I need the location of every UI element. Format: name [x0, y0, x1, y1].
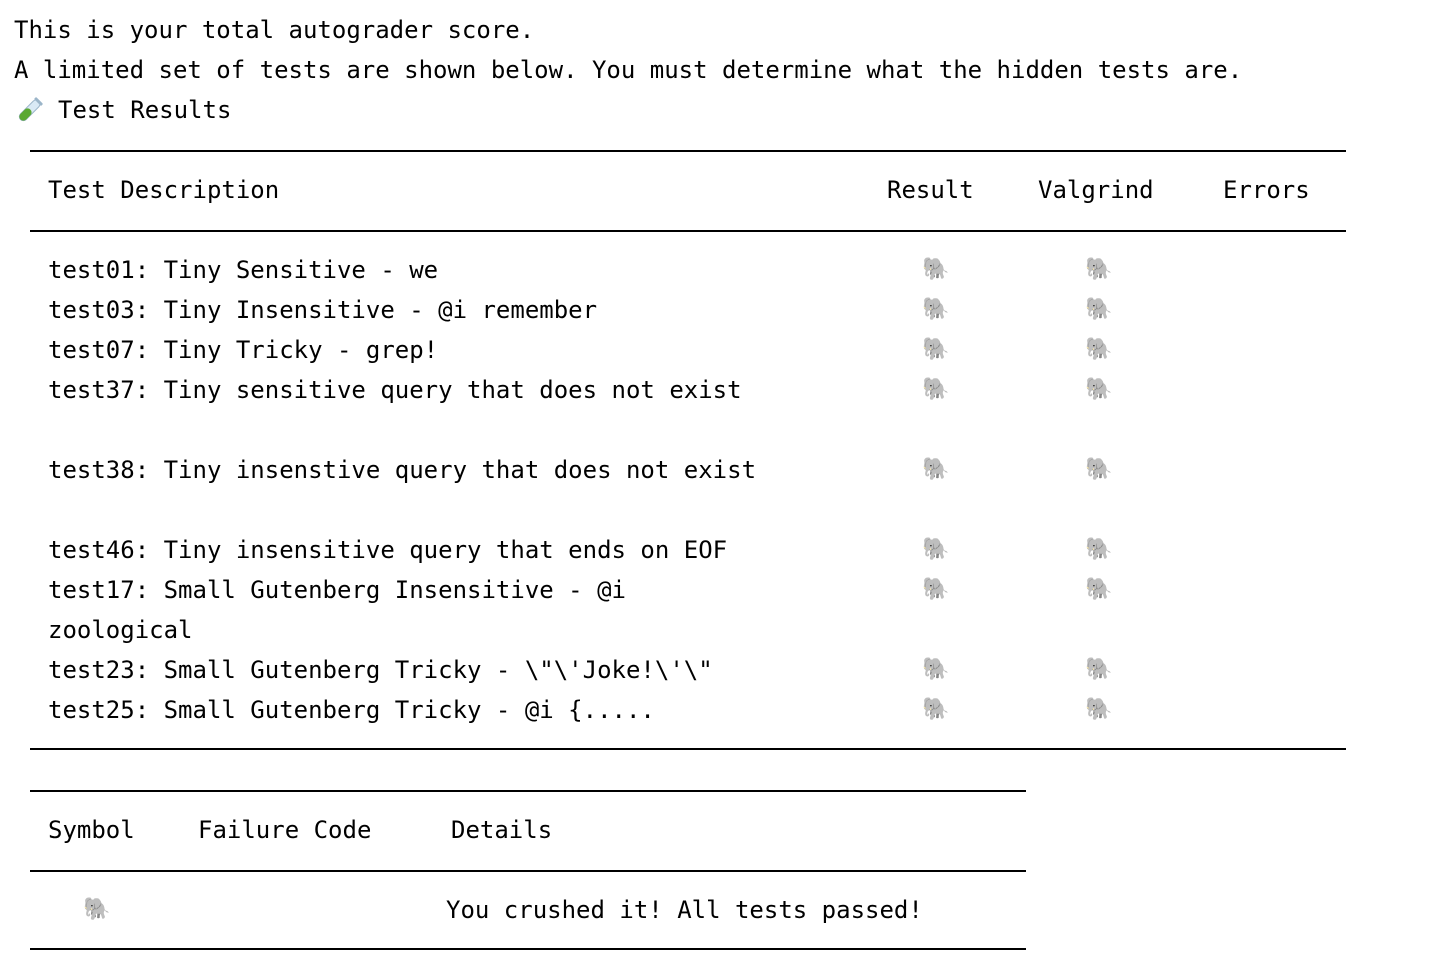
- elephant-icon: 🐘: [1085, 297, 1113, 322]
- elephant-icon: 🐘: [922, 537, 950, 562]
- col-header-result: Result: [887, 176, 974, 204]
- test-description: test38: Tiny insenstive query that does not exist: [48, 456, 757, 484]
- elephant-icon: 🐘: [1085, 337, 1113, 362]
- test-description: test46: Tiny insensitive query that ends on EOF: [48, 536, 728, 564]
- test-description: test37: Tiny sensitive query that does not exist: [48, 376, 742, 404]
- test-description: test03: Tiny Insensitive - @i remember: [48, 296, 598, 324]
- elephant-icon: 🐘: [922, 257, 950, 282]
- elephant-icon: 🐘: [1085, 537, 1113, 562]
- elephant-icon: 🐘: [922, 377, 950, 402]
- test-description: test01: Tiny Sensitive - we: [48, 256, 439, 284]
- score-intro-text: This is your total autograder score.: [14, 16, 535, 44]
- test-description: test07: Tiny Tricky - grep!: [48, 336, 439, 364]
- elephant-icon: 🐘: [922, 457, 950, 482]
- table-bottom-rule: [30, 748, 1346, 750]
- legend-details: You crushed it! All tests passed!: [446, 896, 923, 924]
- elephant-icon: 🐘: [922, 297, 950, 322]
- elephant-icon: 🐘: [1085, 577, 1113, 602]
- test-description: test25: Small Gutenberg Tricky - @i {.....: [48, 696, 655, 724]
- col-header-details: Details: [451, 816, 553, 844]
- col-header-valgrind: Valgrind: [1038, 176, 1154, 204]
- elephant-icon: 🐘: [1085, 697, 1113, 722]
- test-tube-icon: [14, 96, 48, 126]
- elephant-icon: 🐘: [922, 657, 950, 682]
- table-header-rule: [30, 230, 1346, 232]
- col-header-description: Test Description: [48, 176, 280, 204]
- test-results-title: Test Results: [58, 96, 232, 124]
- table-top-rule: [30, 150, 1346, 152]
- elephant-icon: 🐘: [1085, 377, 1113, 402]
- col-header-errors: Errors: [1223, 176, 1310, 204]
- col-header-failure-code: Failure Code: [198, 816, 372, 844]
- elephant-icon: 🐘: [922, 337, 950, 362]
- elephant-icon: 🐘: [1085, 257, 1113, 282]
- elephant-icon: 🐘: [83, 897, 111, 922]
- elephant-icon: 🐘: [922, 697, 950, 722]
- test-description: test17: Small Gutenberg Insensitive - @i zoological: [48, 576, 641, 644]
- elephant-icon: 🐘: [1085, 457, 1113, 482]
- elephant-icon: 🐘: [1085, 657, 1113, 682]
- hidden-tests-note: A limited set of tests are shown below. You must determine what the hidden tests are.: [14, 56, 1243, 84]
- col-header-symbol: Symbol: [48, 816, 135, 844]
- legend-top-rule: [30, 790, 1026, 792]
- test-description: test23: Small Gutenberg Tricky - \"\'Joke!\'\": [48, 656, 713, 684]
- elephant-icon: 🐘: [922, 577, 950, 602]
- legend-header-rule: [30, 870, 1026, 872]
- legend-bottom-rule: [30, 948, 1026, 950]
